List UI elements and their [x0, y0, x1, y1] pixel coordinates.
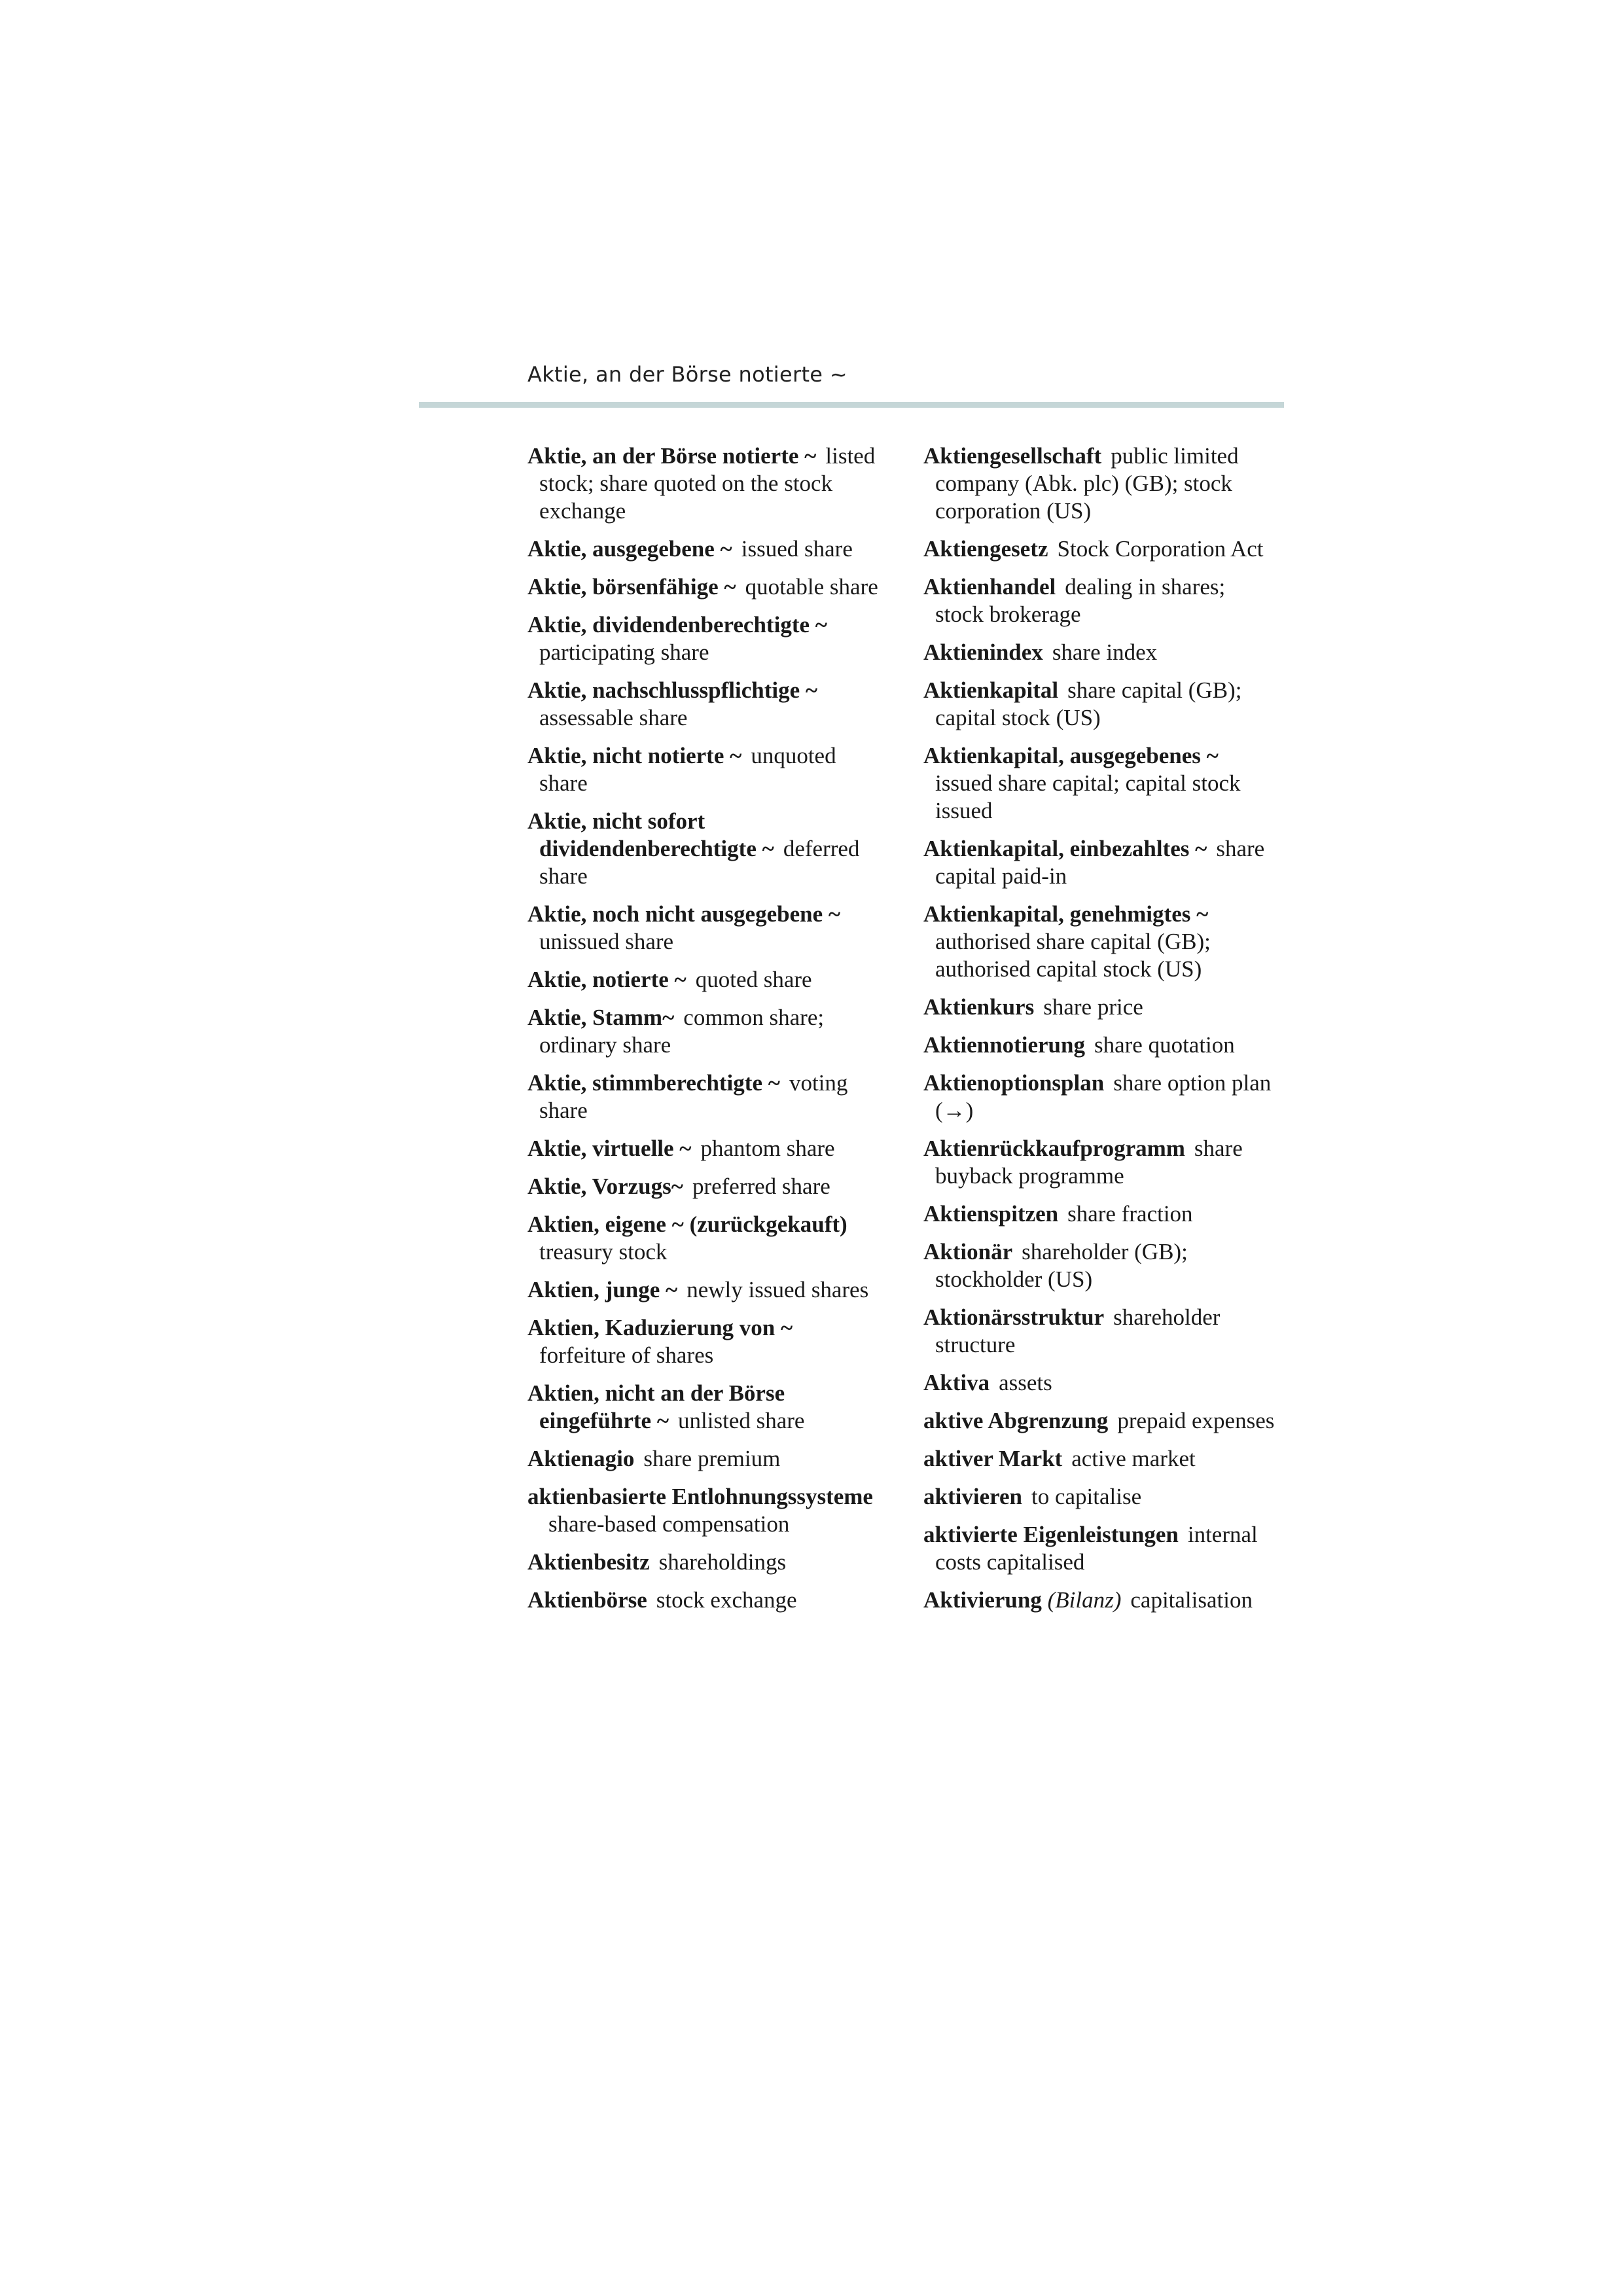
entry-term: Aktien, eigene ~ (zurückgekauft)	[527, 1211, 847, 1237]
entry-usage-label: (Bilanz)	[1047, 1587, 1122, 1613]
entry-term: Aktienbörse	[527, 1587, 647, 1613]
entry-term: Aktienrückkaufprogramm	[923, 1136, 1185, 1161]
entry-term: Aktienspitzen	[923, 1201, 1059, 1227]
entry-term: Aktie, nicht notierte ~	[527, 743, 742, 768]
entry-term: Aktienhandel	[923, 574, 1056, 600]
entry-term: Aktionär	[923, 1239, 1013, 1265]
entry	[527, 966, 881, 994]
entry-term: Aktionärsstruktur	[923, 1304, 1105, 1330]
entry-term: aktive Abgrenzung	[923, 1408, 1109, 1433]
entry-translation: authorised share capital (GB); authorised capital stock (US)	[935, 929, 1211, 982]
entry	[923, 535, 1277, 563]
entry	[527, 1135, 881, 1162]
entry-translation: assessable share	[539, 705, 688, 730]
entry-translation: share buyback programme	[935, 1136, 1243, 1189]
entry-translation: share-based compensation	[548, 1511, 790, 1537]
entry-translation: preferred share	[692, 1174, 830, 1199]
entry	[527, 1483, 881, 1538]
entry-term: Aktienbesitz	[527, 1549, 650, 1575]
entry-translation: phantom share	[700, 1136, 835, 1161]
entry	[923, 1069, 1277, 1124]
entry-term: Aktie, nachschlusspflichtige ~	[527, 677, 818, 703]
running-head: Aktie, an der Börse notierte ~	[527, 362, 847, 387]
entry	[527, 901, 881, 956]
entry-translation: quoted share	[695, 967, 812, 992]
entry	[923, 1587, 1277, 1614]
entry-translation: share fraction	[1067, 1201, 1193, 1227]
entry-translation: share premium	[643, 1446, 781, 1471]
entry	[923, 835, 1277, 890]
entry-term: Aktienkapital	[923, 677, 1059, 703]
entry	[527, 1173, 881, 1200]
entry-term: Aktiengesellschaft	[923, 443, 1102, 469]
entry	[527, 1380, 881, 1435]
entry	[923, 1445, 1277, 1473]
entry-translation: newly issued shares	[687, 1277, 869, 1302]
header-rule	[419, 402, 1284, 408]
entry	[923, 1483, 1277, 1511]
entry-term: aktivierte Eigenleistungen	[923, 1522, 1179, 1547]
entry-term: aktiver Markt	[923, 1446, 1063, 1471]
entry-term: Aktien, nicht an der Börse eingeführte ~	[527, 1380, 785, 1433]
entry	[527, 742, 881, 797]
entry-term: Aktie, notierte ~	[527, 967, 687, 992]
entry-term: Aktienindex	[923, 639, 1043, 665]
entry-translation: forfeiture of shares	[539, 1342, 714, 1368]
entry	[923, 1200, 1277, 1228]
entry	[527, 535, 881, 563]
entry-term: Aktienoptionsplan	[923, 1070, 1105, 1096]
entry-translation: voting share	[539, 1070, 848, 1123]
entry	[923, 442, 1277, 525]
entry-term: Aktie, stimmberechtigte ~	[527, 1070, 780, 1096]
entry	[923, 1304, 1277, 1359]
entry	[923, 1031, 1277, 1059]
entry-translation: active market	[1071, 1446, 1196, 1471]
entry-term: Aktienagio	[527, 1446, 635, 1471]
entry-translation: unissued share	[539, 929, 674, 954]
entry-term: Aktiva	[923, 1370, 990, 1395]
entry-translation: to capitalise	[1031, 1484, 1142, 1509]
entry-translation: stock exchange	[656, 1587, 797, 1613]
entry-term: Aktie, dividendenberechtigte ~	[527, 612, 827, 637]
entry-translation: unquoted share	[539, 743, 836, 796]
entry-term: Aktiennotierung	[923, 1032, 1085, 1058]
entry	[527, 573, 881, 601]
entry-term: Aktiengesetz	[923, 536, 1048, 562]
entry-translation: shareholdings	[658, 1549, 787, 1575]
entry	[527, 611, 881, 666]
entry-translation: shareholder (GB); stockholder (US)	[935, 1239, 1188, 1292]
entry-translation: common share; ordinary share	[539, 1005, 825, 1058]
entry-term: Aktivierung	[923, 1587, 1042, 1613]
entry-term: Aktie, an der Börse notierte ~	[527, 443, 817, 469]
entry-translation: participating share	[539, 639, 709, 665]
entry	[527, 1276, 881, 1304]
entry-term: Aktien, junge ~	[527, 1277, 678, 1302]
entry	[527, 1069, 881, 1124]
right-column	[923, 442, 1277, 1624]
entry-term: Aktie, ausgegebene ~	[527, 536, 732, 562]
entry-translation: share capital paid-in	[935, 836, 1265, 889]
left-column	[527, 442, 881, 1624]
entry	[527, 1004, 881, 1059]
entry-term: Aktie, nicht sofort dividendenberechtigte ~	[527, 808, 774, 861]
entry-term: Aktie, noch nicht ausgegebene ~	[527, 901, 841, 927]
entry-translation: internal costs capitalised	[935, 1522, 1258, 1575]
entry-translation: share index	[1052, 639, 1158, 665]
entry	[527, 1587, 881, 1614]
entry-translation: capitalisation	[1130, 1587, 1253, 1613]
entry-translation: issued share	[741, 536, 853, 562]
entry-translation: share option plan (→)	[935, 1070, 1272, 1123]
entry-term: Aktie, börsenfähige ~	[527, 574, 736, 600]
entry-translation: prepaid expenses	[1117, 1408, 1275, 1433]
entry-term: Aktienkapital, ausgegebenes ~	[923, 743, 1219, 768]
entry-term: Aktienkapital, einbezahltes ~	[923, 836, 1207, 861]
entry-translation: quotable share	[745, 574, 878, 600]
entry	[527, 1314, 881, 1369]
entry	[923, 1521, 1277, 1576]
entry-term: aktivieren	[923, 1484, 1023, 1509]
entry	[527, 1211, 881, 1266]
entry	[923, 573, 1277, 628]
entry	[923, 1407, 1277, 1435]
entry	[923, 994, 1277, 1021]
entry-term: Aktie, Vorzugs~	[527, 1174, 683, 1199]
entry	[527, 1445, 881, 1473]
entry-translation: shareholder structure	[935, 1304, 1221, 1357]
entry	[923, 1369, 1277, 1397]
entry-translation: issued share capital; capital stock issued	[935, 770, 1241, 823]
entry-translation: assets	[999, 1370, 1052, 1395]
entry	[923, 901, 1277, 983]
entry-translation: dealing in shares; stock brokerage	[935, 574, 1226, 627]
entry-translation: share capital (GB); capital stock (US)	[935, 677, 1242, 730]
entry-term: Aktien, Kaduzierung von ~	[527, 1315, 793, 1340]
entry-term: Aktienkurs	[923, 994, 1035, 1020]
entry-term: Aktie, virtuelle ~	[527, 1136, 692, 1161]
entry-translation: treasury stock	[539, 1239, 668, 1265]
entry-term: Aktie, Stamm~	[527, 1005, 675, 1030]
entry-translation: Stock Corporation Act	[1057, 536, 1264, 562]
entry-translation: deferred share	[539, 836, 860, 889]
entry-translation: listed stock; share quoted on the stock exchange	[539, 443, 876, 524]
entry	[923, 639, 1277, 666]
entry-translation: public limited company (Abk. plc) (GB); stock corporation (US)	[935, 443, 1239, 524]
entry	[923, 1135, 1277, 1190]
entry	[527, 442, 881, 525]
entry	[527, 1549, 881, 1576]
entry-term: Aktienkapital, genehmigtes ~	[923, 901, 1209, 927]
entry-translation: share price	[1043, 994, 1143, 1020]
entry-translation: unlisted share	[678, 1408, 805, 1433]
entry	[527, 677, 881, 732]
entry-term: aktienbasierte Entlohnungssysteme	[527, 1484, 873, 1509]
entry	[923, 677, 1277, 732]
entry-translation: share quotation	[1094, 1032, 1235, 1058]
entry	[527, 808, 881, 890]
entry	[923, 1238, 1277, 1293]
entry	[923, 742, 1277, 825]
